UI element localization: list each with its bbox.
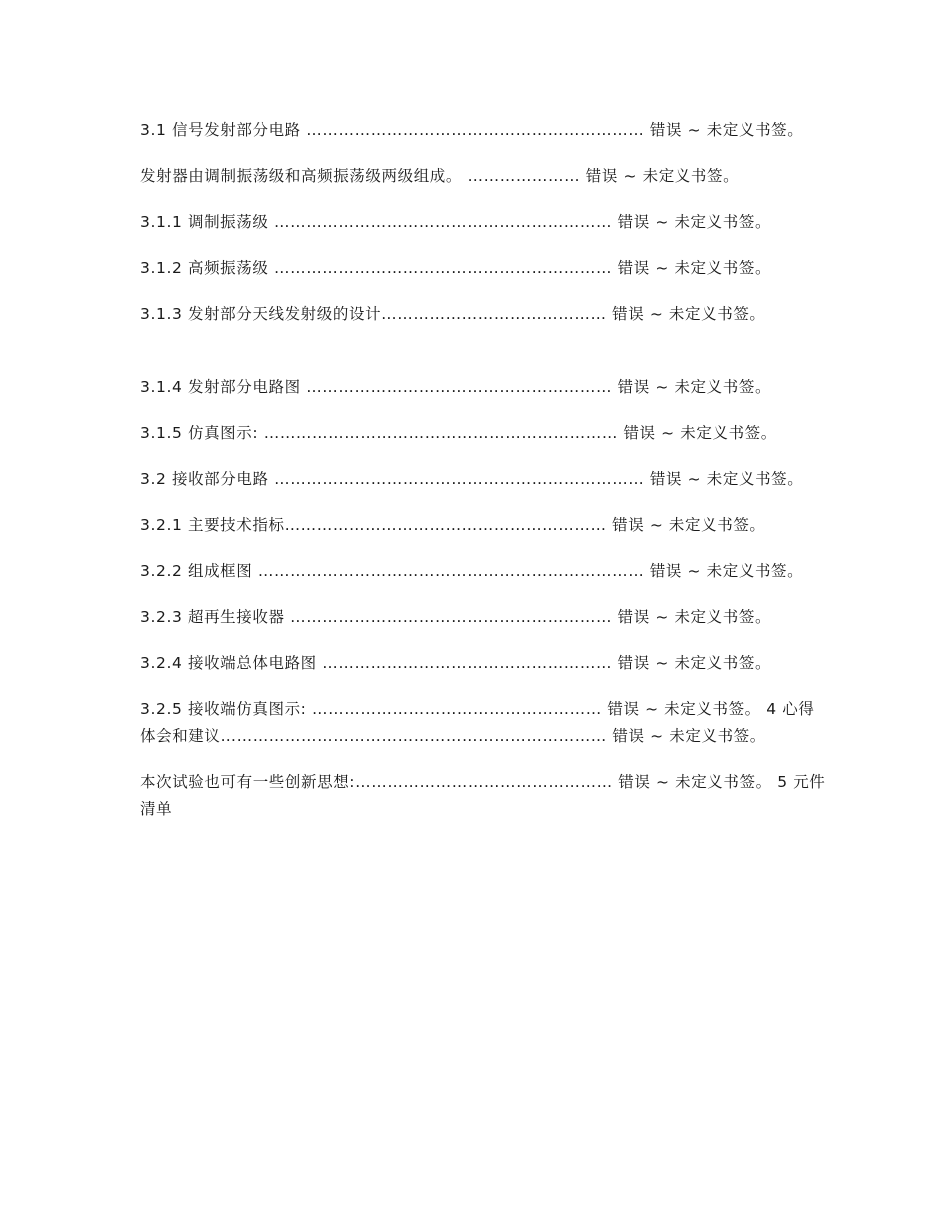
toc-page: [140, 117, 826, 842]
toc-entry-3-2-2: 3.2.2 组成框图 ……………………………………………………………… 错误 ~ 未定义书签。: [140, 562, 804, 580]
toc-entry-3-1-5: 3.1.5 仿真图示: ………………………………………………………… 错误 ~ 未定义书签。: [140, 424, 777, 442]
toc-entry-3-2-5: 3.2.5 接收端仿真图示: ……………………………………………… 错误 ~ 未定义书签。 4 心得体会和建议……………………………………………………………… 错误 ~ 未定义书签。: [140, 700, 815, 745]
toc-entry-3-1-2: 3.1.2 高频振荡级 ……………………………………………………… 错误 ~ 未定义书签。: [140, 259, 772, 277]
toc-entry-3-1-3: 3.1.3 发射部分天线发射级的设计…………………………………… 错误 ~ 未定义书签。: [140, 305, 766, 323]
toc-entry-innovation: 本次试验也可有一些创新思想:………………………………………… 错误 ~ 未定义书签。 5 元件清单: [140, 773, 826, 818]
toc-entry-3-2-1: 3.2.1 主要技术指标…………………………………………………… 错误 ~ 未定义书签。: [140, 516, 766, 534]
toc-entry-3-2-4: 3.2.4 接收端总体电路图 ……………………………………………… 错误 ~ 未定义书签。: [140, 654, 772, 672]
toc-entry-3-2: 3.2 接收部分电路 …………………………………………………………… 错误 ~ 未定义书签。: [140, 470, 804, 488]
toc-entry-3-1-4: 3.1.4 发射部分电路图 ………………………………………………… 错误 ~ 未定义书签。: [140, 378, 772, 396]
toc-entry-3-1-1: 3.1.1 调制振荡级 ……………………………………………………… 错误 ~ 未定义书签。: [140, 213, 772, 231]
toc-entry-3-1: 3.1 信号发射部分电路 ……………………………………………………… 错误 ~ 未定义书签。: [140, 121, 804, 139]
toc-entry-3-2-3: 3.2.3 超再生接收器 …………………………………………………… 错误 ~ 未定义书签。: [140, 608, 772, 626]
toc-entry-transmitter: 发射器由调制振荡级和高频振荡级两级组成。 ………………… 错误 ~ 未定义书签。: [140, 167, 740, 185]
